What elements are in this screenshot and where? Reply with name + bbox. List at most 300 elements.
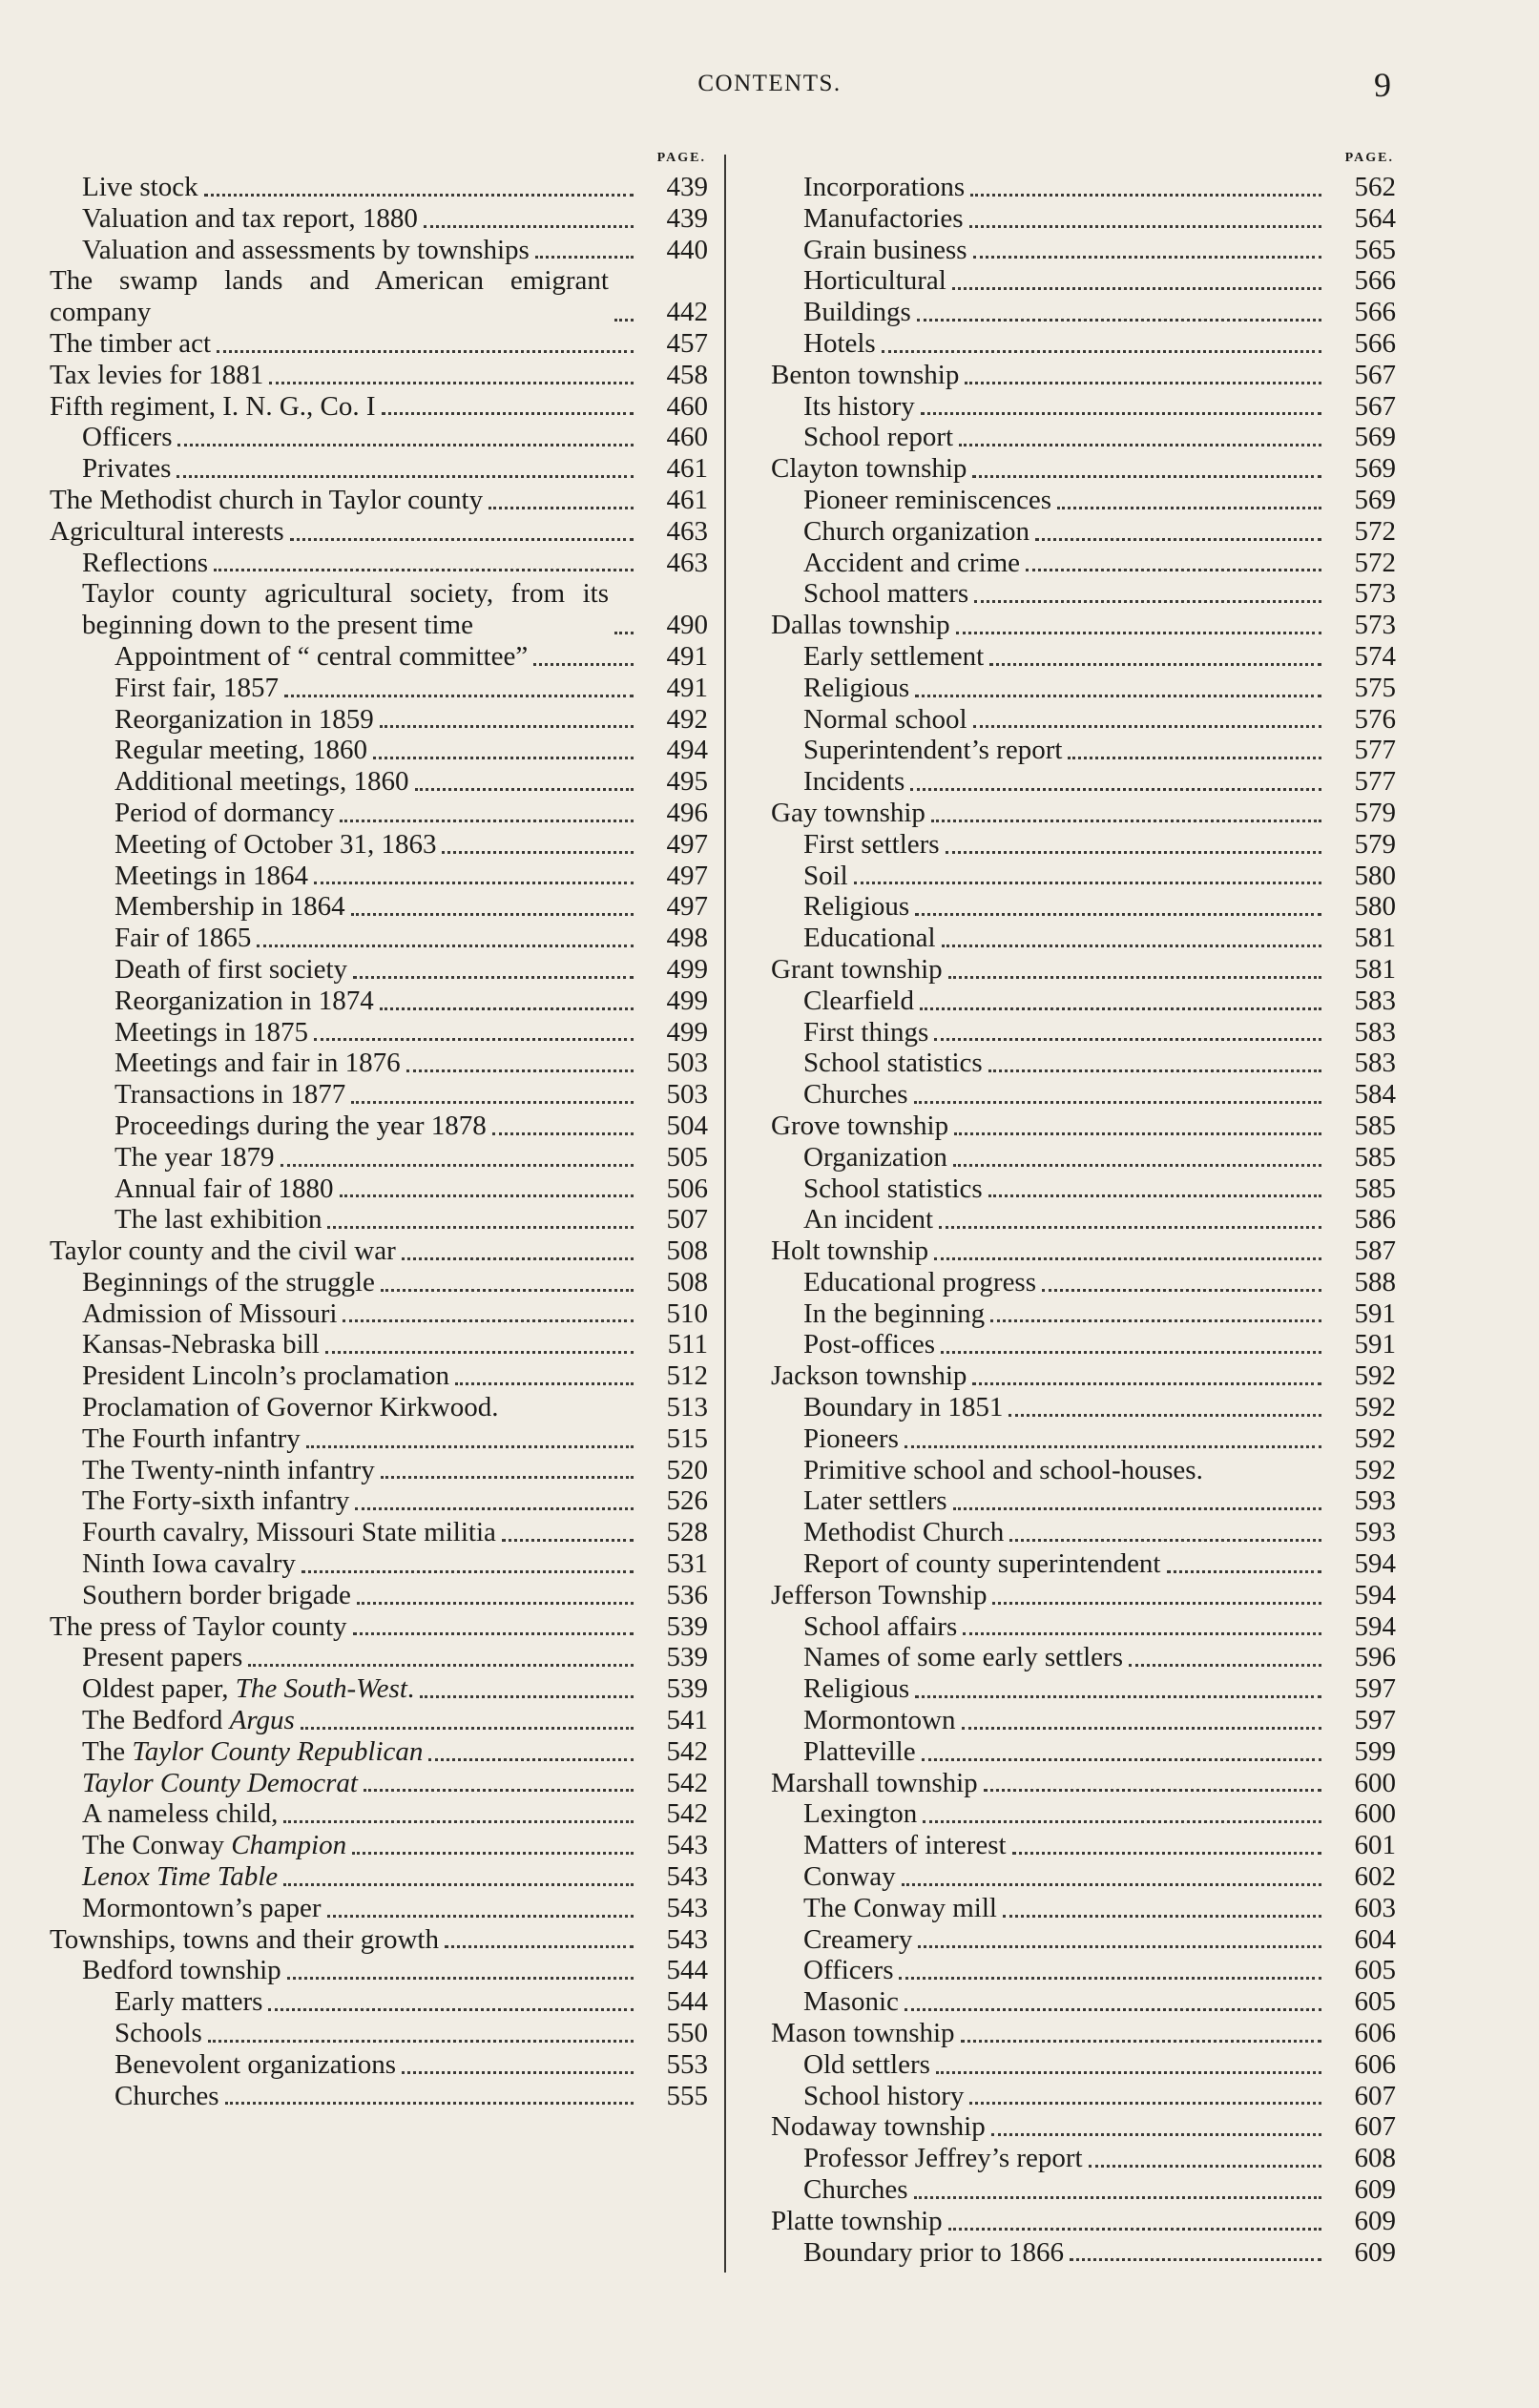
dot-leader bbox=[1009, 1527, 1321, 1542]
toc-entry-title bbox=[50, 2049, 637, 2081]
toc-entry-label: The swamp lands and American emigrant company bbox=[50, 265, 609, 328]
toc-entry-label: Religious bbox=[803, 672, 910, 703]
toc-entry-text bbox=[114, 798, 334, 829]
toc-entry-text bbox=[803, 1204, 933, 1235]
toc-entry-page: 577 bbox=[1354, 735, 1396, 766]
toc-entry-text bbox=[114, 1986, 262, 2018]
dot-leader bbox=[373, 745, 634, 759]
toc-entry-page: 591 bbox=[1354, 1329, 1396, 1360]
toc-entry bbox=[771, 328, 1396, 360]
toc-entry-title bbox=[50, 735, 637, 766]
toc-entry bbox=[50, 861, 708, 892]
toc-entry-text bbox=[803, 1392, 1003, 1423]
dot-leader bbox=[442, 840, 634, 854]
toc-entry-label: Accident and crime bbox=[803, 547, 1021, 578]
dot-leader bbox=[204, 182, 634, 197]
toc-entry-label: School statistics bbox=[803, 1173, 983, 1204]
toc-entry-title bbox=[50, 829, 637, 861]
toc-entry-page: 492 bbox=[666, 703, 708, 735]
toc-entry-label: Clearfield bbox=[803, 985, 914, 1016]
toc-entry-label: Religious bbox=[803, 891, 910, 923]
toc-entry-label: Post-offices bbox=[803, 1329, 936, 1360]
toc-entry-text bbox=[803, 1455, 1203, 1486]
toc-entry bbox=[771, 172, 1396, 203]
toc-entry-page: 542 bbox=[666, 1798, 708, 1830]
toc-entry bbox=[771, 1768, 1396, 1799]
toc-entry-text bbox=[771, 2206, 943, 2237]
toc-entry-text bbox=[114, 923, 251, 954]
toc-entry bbox=[771, 1611, 1396, 1643]
dot-leader bbox=[325, 1339, 634, 1354]
toc-entry bbox=[771, 235, 1396, 266]
contents-column-right bbox=[771, 151, 1396, 2268]
toc-entry bbox=[771, 516, 1396, 548]
toc-entry bbox=[771, 1392, 1396, 1423]
toc-entry-page: 600 bbox=[1354, 1798, 1396, 1830]
toc-entry-page: 604 bbox=[1354, 1923, 1396, 1955]
dot-leader bbox=[1026, 557, 1321, 571]
toc-entry-label: Ninth Iowa cavalry bbox=[82, 1548, 296, 1580]
toc-entry-text bbox=[82, 548, 208, 579]
dot-leader bbox=[281, 1152, 634, 1167]
toc-entry bbox=[50, 1580, 708, 1611]
toc-entry-label: Bedford township bbox=[82, 1955, 281, 1986]
toc-entry-page: 498 bbox=[666, 923, 708, 954]
dot-leader bbox=[969, 2090, 1321, 2105]
toc-entry-label: Names of some early settlers bbox=[803, 1642, 1124, 1673]
toc-entry bbox=[771, 829, 1396, 861]
dot-leader bbox=[918, 1934, 1321, 1948]
dot-leader bbox=[972, 1371, 1321, 1385]
toc-entry bbox=[50, 1111, 708, 1142]
toc-entry-text bbox=[803, 1798, 917, 1830]
toc-entry-text bbox=[114, 1017, 308, 1048]
dot-leader bbox=[1042, 1277, 1321, 1292]
toc-entry bbox=[50, 766, 708, 798]
toc-entry-title bbox=[771, 1830, 1325, 1861]
toc-entry-title bbox=[771, 485, 1325, 516]
toc-entry-page: 573 bbox=[1354, 578, 1396, 610]
toc-entry-page: 607 bbox=[1354, 2080, 1396, 2111]
toc-entry-title bbox=[50, 1204, 637, 1235]
toc-entry-title bbox=[771, 2111, 1325, 2143]
toc-entry-text bbox=[114, 735, 367, 766]
toc-entry-page: 510 bbox=[666, 1297, 708, 1329]
toc-entry-text bbox=[114, 1142, 275, 1173]
toc-entry-title bbox=[771, 548, 1325, 579]
toc-entry-page: 458 bbox=[666, 359, 708, 390]
toc-entry-label: Taylor county and the civil war bbox=[50, 1235, 396, 1267]
toc-entry-page: 463 bbox=[666, 547, 708, 578]
toc-entry bbox=[771, 360, 1396, 391]
toc-entry bbox=[50, 2081, 708, 2112]
toc-entry-text bbox=[803, 1673, 909, 1705]
toc-entry-page: 543 bbox=[666, 1892, 708, 1923]
toc-entry-page: 592 bbox=[1354, 1454, 1396, 1485]
toc-entry-label: Taylor county agricultural society, from its beginning down to the present time bbox=[82, 578, 609, 641]
toc-entry-label: Present papers bbox=[82, 1642, 243, 1673]
toc-entry-text bbox=[114, 954, 347, 986]
toc-entry-title bbox=[771, 578, 1325, 610]
toc-entry-label: Old settlers bbox=[803, 2048, 930, 2080]
toc-entry-text bbox=[82, 1705, 295, 1736]
toc-entry-title bbox=[771, 1329, 1325, 1360]
toc-entry-title bbox=[50, 1079, 637, 1111]
toc-entry-text bbox=[82, 172, 198, 203]
toc-entry-page: 461 bbox=[666, 453, 708, 485]
toc-entry-label: Religious bbox=[803, 1673, 910, 1705]
toc-entry-title bbox=[50, 1893, 637, 1924]
toc-entry-page: 497 bbox=[666, 828, 708, 860]
toc-entry-title bbox=[771, 1173, 1325, 1205]
toc-entry-label: Benevolent organizations bbox=[114, 2048, 397, 2080]
toc-entry-page: 555 bbox=[666, 2080, 708, 2111]
toc-entry-text bbox=[50, 328, 211, 360]
toc-entry bbox=[771, 1360, 1396, 1392]
toc-entry-page: 543 bbox=[666, 1830, 708, 1861]
toc-entry bbox=[771, 265, 1396, 297]
dot-leader bbox=[1070, 2247, 1321, 2261]
toc-entry-title bbox=[771, 1360, 1325, 1392]
toc-entry-label: Normal school bbox=[803, 703, 967, 735]
toc-entry-text bbox=[803, 1173, 983, 1205]
toc-entry-text bbox=[771, 1360, 967, 1392]
toc-entry-label: The bbox=[82, 1735, 133, 1767]
toc-entry-page: 542 bbox=[666, 1735, 708, 1767]
toc-entry-label: Fifth regiment, I. N. G., Co. I bbox=[50, 390, 376, 422]
toc-entry-title bbox=[771, 798, 1325, 829]
toc-entry bbox=[771, 2111, 1396, 2143]
toc-entry bbox=[50, 1048, 708, 1079]
toc-entry-text bbox=[803, 1048, 983, 1079]
toc-entry-text bbox=[803, 2049, 930, 2081]
toc-entry-page: 539 bbox=[666, 1642, 708, 1673]
toc-entry-title bbox=[50, 1580, 637, 1611]
dot-leader bbox=[357, 1590, 634, 1605]
contents-column-left bbox=[50, 151, 708, 2111]
toc-entry-italic-title: Champion bbox=[231, 1830, 347, 1861]
dot-leader bbox=[533, 652, 634, 666]
toc-entry bbox=[50, 265, 708, 328]
toc-entry-page: 585 bbox=[1354, 1173, 1396, 1204]
toc-entry-title bbox=[771, 2174, 1325, 2206]
toc-entry bbox=[50, 328, 708, 360]
toc-entry-label: Beginnings of the struggle bbox=[82, 1266, 375, 1297]
toc-entry-label: Privates bbox=[82, 453, 172, 485]
toc-entry-text bbox=[803, 861, 848, 892]
toc-entry-title bbox=[771, 1298, 1325, 1330]
toc-entry-text bbox=[114, 1173, 334, 1205]
toc-entry-text bbox=[114, 986, 374, 1017]
toc-entry bbox=[50, 923, 708, 954]
dot-leader bbox=[1068, 745, 1321, 759]
toc-entry-label: Superintendent’s report bbox=[803, 735, 1063, 766]
toc-entry-text bbox=[771, 360, 959, 391]
toc-entry-label: Meetings in 1864 bbox=[114, 860, 308, 891]
toc-entry-title bbox=[50, 203, 637, 235]
toc-entry-page: 566 bbox=[1354, 327, 1396, 359]
toc-entry-label: The Conway mill bbox=[803, 1892, 997, 1923]
toc-entry-text bbox=[114, 891, 345, 923]
toc-entry-label: Officers bbox=[82, 422, 173, 453]
toc-entry bbox=[50, 1642, 708, 1673]
toc-entry-page: 591 bbox=[1354, 1297, 1396, 1329]
toc-entry-page: 541 bbox=[666, 1705, 708, 1736]
toc-entry-label: Death of first society bbox=[114, 953, 348, 985]
toc-entry-page: 528 bbox=[666, 1517, 708, 1548]
toc-entry-title bbox=[771, 766, 1325, 798]
toc-entry-text bbox=[82, 1580, 351, 1611]
dot-leader bbox=[915, 683, 1321, 697]
toc-entry-label: Period of dormancy bbox=[114, 797, 335, 828]
dot-leader bbox=[1035, 527, 1321, 541]
toc-entry-page: 494 bbox=[666, 735, 708, 766]
dot-leader bbox=[1009, 1402, 1321, 1417]
toc-entry-title bbox=[50, 485, 637, 516]
toc-entry bbox=[771, 1048, 1396, 1079]
toc-entry bbox=[771, 1017, 1396, 1048]
toc-entry bbox=[50, 1768, 708, 1799]
dot-leader bbox=[214, 557, 634, 571]
toc-entry-title bbox=[50, 172, 637, 203]
toc-entry-title bbox=[771, 1204, 1325, 1235]
toc-entry-title bbox=[771, 1455, 1325, 1486]
toc-entry-label: Churches bbox=[803, 2174, 908, 2205]
toc-entry-page: 497 bbox=[666, 860, 708, 891]
toc-entry bbox=[771, 1079, 1396, 1111]
toc-entry bbox=[771, 2237, 1396, 2269]
toc-entry-label: Professor Jeffrey’s report bbox=[803, 2143, 1083, 2174]
toc-entry-title bbox=[50, 986, 637, 1017]
toc-entry-page: 543 bbox=[666, 1861, 708, 1893]
toc-entry-page: 583 bbox=[1354, 1048, 1396, 1079]
toc-entry-title bbox=[771, 2143, 1325, 2174]
toc-entry-page: 457 bbox=[666, 327, 708, 359]
toc-entry-label: Organization bbox=[803, 1141, 947, 1173]
toc-entry-label: President Lincoln’s proclamation bbox=[82, 1360, 449, 1392]
toc-entry-title bbox=[771, 610, 1325, 641]
dot-leader bbox=[1057, 495, 1321, 509]
dot-leader bbox=[380, 714, 634, 728]
toc-entry-page: 585 bbox=[1354, 1110, 1396, 1141]
toc-entry-label: Valuation and assessments by townships bbox=[82, 234, 530, 265]
toc-entry-page: 513 bbox=[666, 1392, 708, 1423]
toc-entry bbox=[50, 1142, 708, 1173]
toc-entry-page: 543 bbox=[666, 1923, 708, 1955]
toc-entry-text bbox=[803, 1298, 985, 1330]
toc-entry-label: Transactions in 1877 bbox=[114, 1079, 346, 1111]
dot-leader bbox=[988, 1183, 1321, 1197]
toc-entry-page: 460 bbox=[666, 422, 708, 453]
toc-entry-title bbox=[771, 2081, 1325, 2112]
dot-leader bbox=[351, 902, 634, 916]
dot-leader bbox=[946, 840, 1321, 854]
dot-leader bbox=[948, 2216, 1321, 2231]
toc-entry-text bbox=[114, 704, 374, 736]
dot-leader bbox=[970, 182, 1321, 197]
toc-entry-text bbox=[82, 1548, 296, 1580]
toc-entry bbox=[771, 1893, 1396, 1924]
toc-entry-page: 585 bbox=[1354, 1141, 1396, 1173]
toc-entry-text bbox=[114, 1204, 322, 1235]
dot-leader bbox=[954, 1121, 1321, 1135]
dot-leader bbox=[942, 933, 1321, 947]
toc-entry-label: Marshall township bbox=[771, 1767, 978, 1798]
toc-entry bbox=[771, 2143, 1396, 2174]
toc-entry-page: 526 bbox=[666, 1485, 708, 1517]
toc-entry-page: 606 bbox=[1354, 2018, 1396, 2049]
toc-entry-label: Live stock bbox=[82, 172, 198, 202]
toc-entry-page: 594 bbox=[1354, 1548, 1396, 1580]
dot-leader bbox=[973, 714, 1321, 728]
toc-entry-title bbox=[50, 1392, 637, 1423]
toc-entry bbox=[50, 673, 708, 704]
toc-entry-page: 439 bbox=[666, 202, 708, 234]
toc-entry-label: Reorganization in 1874 bbox=[114, 985, 374, 1016]
toc-entry-title bbox=[771, 1642, 1325, 1673]
toc-entry-title bbox=[771, 1705, 1325, 1736]
toc-entry-text bbox=[114, 673, 279, 704]
toc-entry-title bbox=[50, 422, 637, 453]
toc-entry-page: 581 bbox=[1354, 953, 1396, 985]
toc-entry bbox=[50, 1392, 708, 1423]
dot-leader bbox=[502, 1527, 634, 1542]
toc-entry-text bbox=[771, 798, 925, 829]
toc-entry-label: Matters of interest bbox=[803, 1830, 1007, 1861]
toc-entry bbox=[771, 1235, 1396, 1267]
dot-leader bbox=[931, 808, 1321, 822]
dot-leader bbox=[248, 1652, 634, 1667]
toc-entry-title bbox=[50, 704, 637, 736]
toc-entry-title bbox=[771, 2237, 1325, 2269]
toc-entry-label: First fair, 1857 bbox=[114, 672, 280, 703]
toc-entry bbox=[50, 735, 708, 766]
toc-entry-page: 594 bbox=[1354, 1579, 1396, 1610]
toc-entry-title bbox=[771, 172, 1325, 203]
toc-entry-title bbox=[771, 861, 1325, 892]
toc-entry-label: A nameless child, bbox=[82, 1798, 279, 1830]
toc-entry-label: Southern border brigade bbox=[82, 1579, 351, 1610]
toc-entry-title bbox=[771, 235, 1325, 266]
toc-entry-page: 569 bbox=[1354, 484, 1396, 515]
toc-entry-title bbox=[50, 2018, 637, 2049]
dot-leader bbox=[914, 1090, 1321, 1104]
toc-entry-title bbox=[50, 1017, 637, 1048]
toc-entry bbox=[50, 954, 708, 986]
toc-entry-title bbox=[771, 1235, 1325, 1267]
toc-entry bbox=[771, 548, 1396, 579]
dot-leader bbox=[424, 214, 634, 228]
toc-entry bbox=[50, 1423, 708, 1455]
toc-entry-page: 579 bbox=[1354, 828, 1396, 860]
dot-leader bbox=[327, 1903, 634, 1918]
dot-leader bbox=[353, 965, 634, 979]
toc-entry bbox=[771, 1548, 1396, 1580]
toc-entry-title bbox=[771, 391, 1325, 423]
toc-entry-page: 539 bbox=[666, 1610, 708, 1642]
dot-leader bbox=[380, 996, 634, 1010]
toc-entry bbox=[771, 422, 1396, 453]
toc-entry-title bbox=[50, 1329, 637, 1360]
dot-leader bbox=[959, 432, 1321, 446]
dot-leader bbox=[351, 1090, 634, 1104]
dot-leader bbox=[905, 1434, 1321, 1448]
toc-entry bbox=[50, 485, 708, 516]
dot-leader bbox=[355, 1496, 634, 1510]
toc-entry-text bbox=[803, 328, 876, 360]
toc-entry-label: The Bedford bbox=[82, 1705, 230, 1736]
toc-entry bbox=[50, 798, 708, 829]
toc-entry-page: 577 bbox=[1354, 766, 1396, 798]
toc-entry-title bbox=[50, 1048, 637, 1079]
toc-entry bbox=[771, 1142, 1396, 1173]
toc-entry bbox=[771, 297, 1396, 328]
toc-entry-label: Churches bbox=[114, 2080, 219, 2111]
dot-leader bbox=[381, 1464, 634, 1479]
toc-entry-text bbox=[50, 360, 263, 391]
toc-entry-title bbox=[50, 1673, 637, 1705]
dot-leader bbox=[314, 1027, 634, 1041]
toc-entry-text bbox=[803, 766, 905, 798]
toc-entry-text bbox=[82, 1861, 278, 1893]
toc-entry-page: 553 bbox=[666, 2048, 708, 2080]
toc-entry-title bbox=[50, 1986, 637, 2018]
toc-entry-text bbox=[82, 1893, 322, 1924]
toc-entry bbox=[771, 766, 1396, 798]
toc-entry bbox=[771, 2049, 1396, 2081]
toc-entry-title bbox=[50, 673, 637, 704]
toc-entry-text bbox=[114, 766, 409, 798]
toc-entry bbox=[50, 1548, 708, 1580]
toc-entry-label: In the beginning bbox=[803, 1297, 986, 1329]
toc-entry bbox=[771, 1173, 1396, 1205]
toc-entry-page: 531 bbox=[666, 1548, 708, 1580]
toc-entry-text bbox=[803, 735, 1062, 766]
toc-entry-text bbox=[82, 235, 530, 266]
toc-entry bbox=[50, 1924, 708, 1956]
toc-entry-text bbox=[114, 2049, 396, 2081]
toc-entry-page: 609 bbox=[1354, 2205, 1396, 2236]
toc-entry-page: 573 bbox=[1354, 610, 1396, 641]
toc-entry bbox=[50, 1611, 708, 1643]
toc-entry-label: Tax levies for 1881 bbox=[50, 359, 264, 390]
toc-entry-title bbox=[50, 1705, 637, 1736]
toc-entry-label: Agricultural interests bbox=[50, 515, 284, 547]
toc-entry-label: Valuation and tax report, 1880 bbox=[82, 202, 418, 234]
toc-entry-text bbox=[803, 1705, 956, 1736]
toc-entry bbox=[771, 1798, 1396, 1830]
toc-entry-text bbox=[82, 1736, 423, 1768]
toc-entry-title bbox=[50, 1235, 637, 1267]
toc-entry-title bbox=[771, 1893, 1325, 1924]
toc-entry-page: 460 bbox=[666, 390, 708, 422]
dot-leader bbox=[969, 214, 1322, 228]
toc-entry-text bbox=[803, 1955, 893, 1986]
toc-entry bbox=[771, 954, 1396, 986]
dot-leader bbox=[314, 870, 634, 884]
toc-entry-page: 592 bbox=[1354, 1422, 1396, 1454]
toc-entry-text bbox=[114, 2018, 202, 2049]
toc-entry-title bbox=[771, 360, 1325, 391]
toc-entry-page: 440 bbox=[666, 234, 708, 265]
toc-entry-title bbox=[50, 1611, 637, 1643]
toc-entry-text bbox=[803, 923, 936, 954]
toc-entry bbox=[771, 1329, 1396, 1360]
toc-entry-title bbox=[771, 203, 1325, 235]
toc-entry bbox=[771, 641, 1396, 673]
toc-entry-page: 569 bbox=[1354, 453, 1396, 485]
toc-entry-label: Methodist Church bbox=[803, 1517, 1005, 1548]
